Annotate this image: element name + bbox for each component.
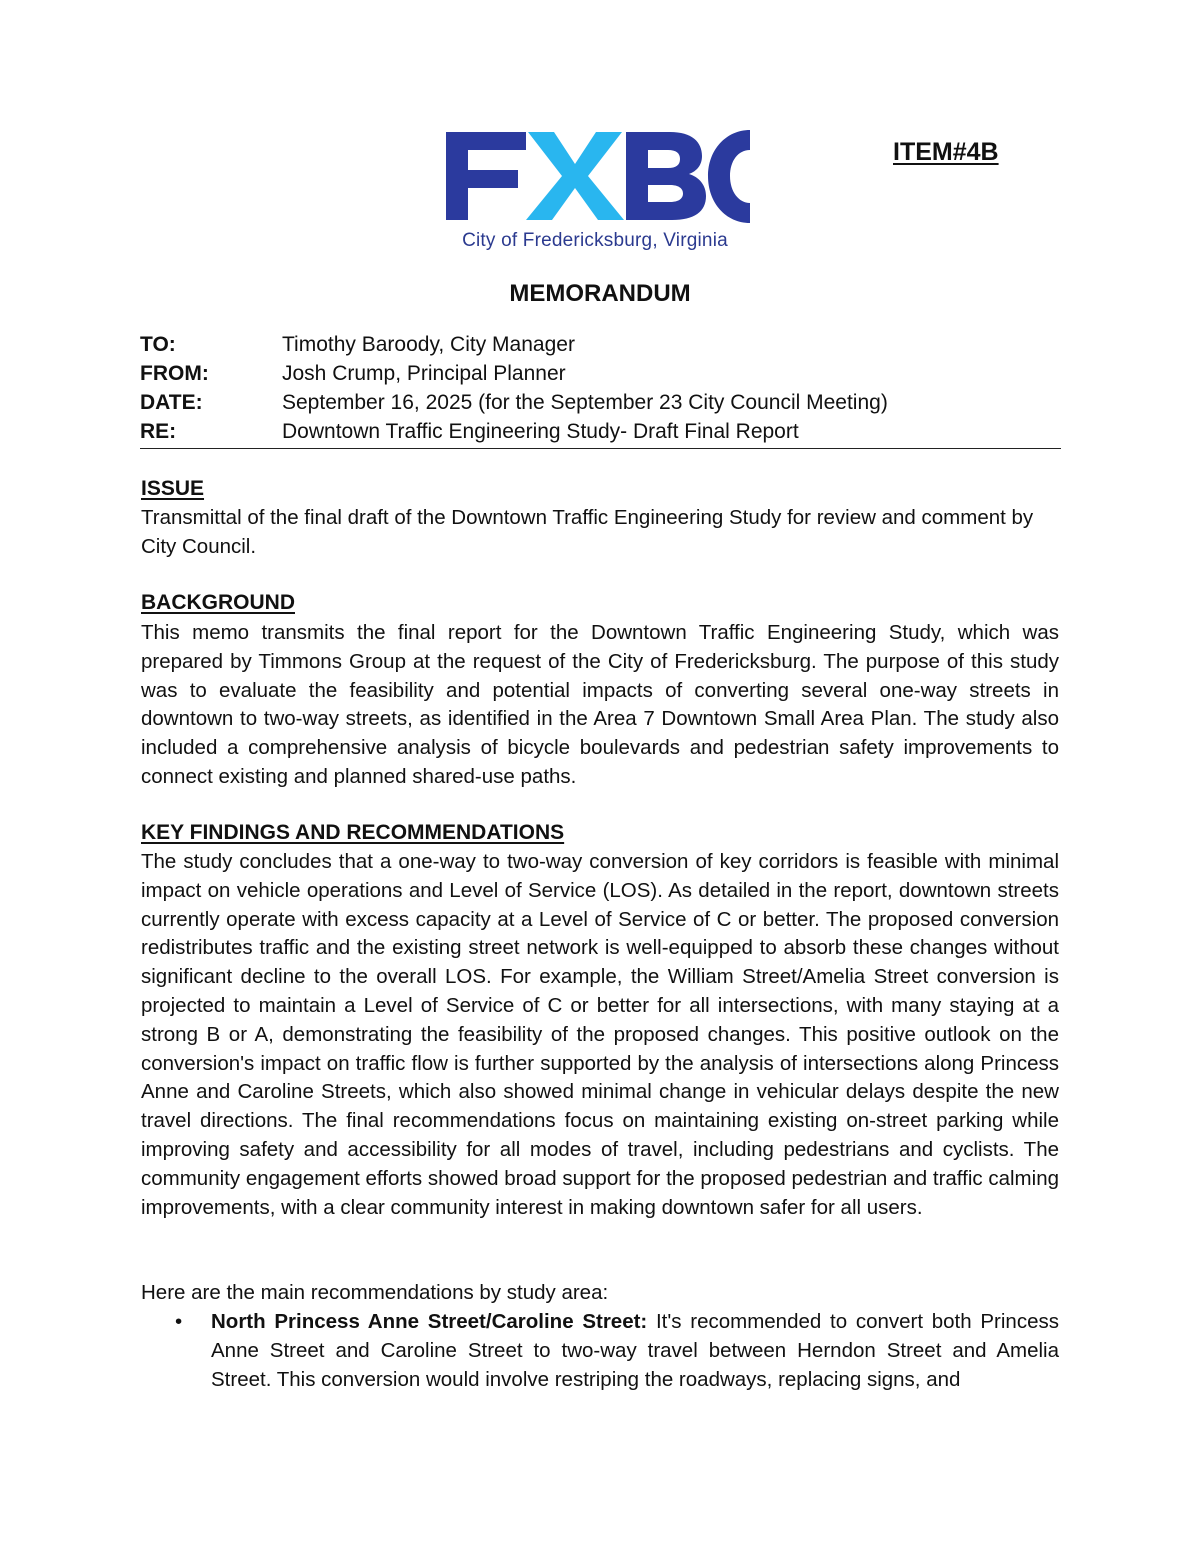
recommendation-text: It's recommended to convert both Princess Anne Street and Caroline Street to two-way travel between Herndon Street and Amelia Street. This conversion would involve restriping the roadways, replacing signs, and bbox=[211, 1310, 1059, 1391]
header-value: Downtown Traffic Engineering Study- Draft Final Report bbox=[282, 420, 799, 443]
memo-header bbox=[140, 330, 1061, 449]
city-logo bbox=[440, 124, 750, 259]
header-row-from bbox=[140, 359, 1061, 388]
header-value: September 16, 2025 (for the September 23 City Council Meeting) bbox=[282, 391, 888, 414]
header-row-date bbox=[140, 388, 1061, 417]
header-value: Josh Crump, Principal Planner bbox=[282, 362, 566, 385]
list-item bbox=[141, 1308, 1059, 1394]
recommendations-intro: Here are the main recommendations by study area: bbox=[141, 1281, 609, 1304]
header-label: FROM: bbox=[140, 362, 209, 385]
memo-title: MEMORANDUM bbox=[509, 280, 691, 307]
background-text: This memo transmits the final report for the Downtown Traffic Engineering Study, which was prepared by Timmons Group at the request of the City of Fredericksburg. The purpose of this study was to evaluate the feasibility and potential impacts of converting several one-way streets in downtown to two-way streets, as identified in the Area 7 Downtown Small Area Plan. The study also included a comprehensive analysis of bicycle boulevards and pedestrian safety improvements to connect existing and planned shared-use paths. bbox=[141, 621, 1059, 788]
header-row-to bbox=[140, 330, 1061, 359]
logo-caption: City of Fredericksburg, Virginia bbox=[462, 230, 728, 251]
issue-heading: ISSUE bbox=[141, 477, 205, 500]
recommendations-list bbox=[141, 1308, 1059, 1394]
header-label: DATE: bbox=[140, 391, 203, 414]
recommendation-title: North Princess Anne Street/Caroline Street: bbox=[211, 1310, 648, 1333]
header-label: RE: bbox=[140, 420, 177, 443]
header-row-re bbox=[140, 417, 1061, 446]
item-number: ITEM#4B bbox=[893, 138, 999, 166]
findings-text: The study concludes that a one-way to two-way conversion of key corridors is feasible with minimal impact on vehicle operations and Level of Service (LOS). As detailed in the report, downtown streets currently operate with excess capacity at a Level of Service of C or better. The proposed conversion redistributes traffic and the existing street network is well-equipped to absorb these changes without significant decline to the overall LOS. For example, the William Street/Amelia Street conversion is projected to maintain a Level of Service of C or better for all intersections, with many staying at a strong B or A, demonstrating the feasibility of the proposed changes. This positive outlook on the conversion's impact on traffic flow is further supported by the analysis of intersections along Princess Anne and Caroline Streets, which also showed minimal change in vehicular delays despite the new travel directions. The final recommendations focus on maintaining existing on-street parking while improving safety and accessibility for all modes of travel, including pedestrians and cyclists. The community engagement efforts showed broad support for the proposed pedestrian and traffic calming improvements, with a clear community interest in making downtown safer for all users. bbox=[141, 850, 1059, 1219]
fxbg-wordmark-logo bbox=[440, 124, 750, 229]
header-value: Timothy Baroody, City Manager bbox=[282, 333, 575, 356]
bullet-icon: • bbox=[175, 1310, 183, 1333]
header-label: TO: bbox=[140, 333, 176, 356]
issue-text: Transmittal of the final draft of the Downtown Traffic Engineering Study for review and comment by City Council. bbox=[141, 506, 1034, 558]
background-heading: BACKGROUND bbox=[141, 591, 295, 614]
findings-heading: KEY FINDINGS AND RECOMMENDATIONS bbox=[141, 821, 565, 844]
